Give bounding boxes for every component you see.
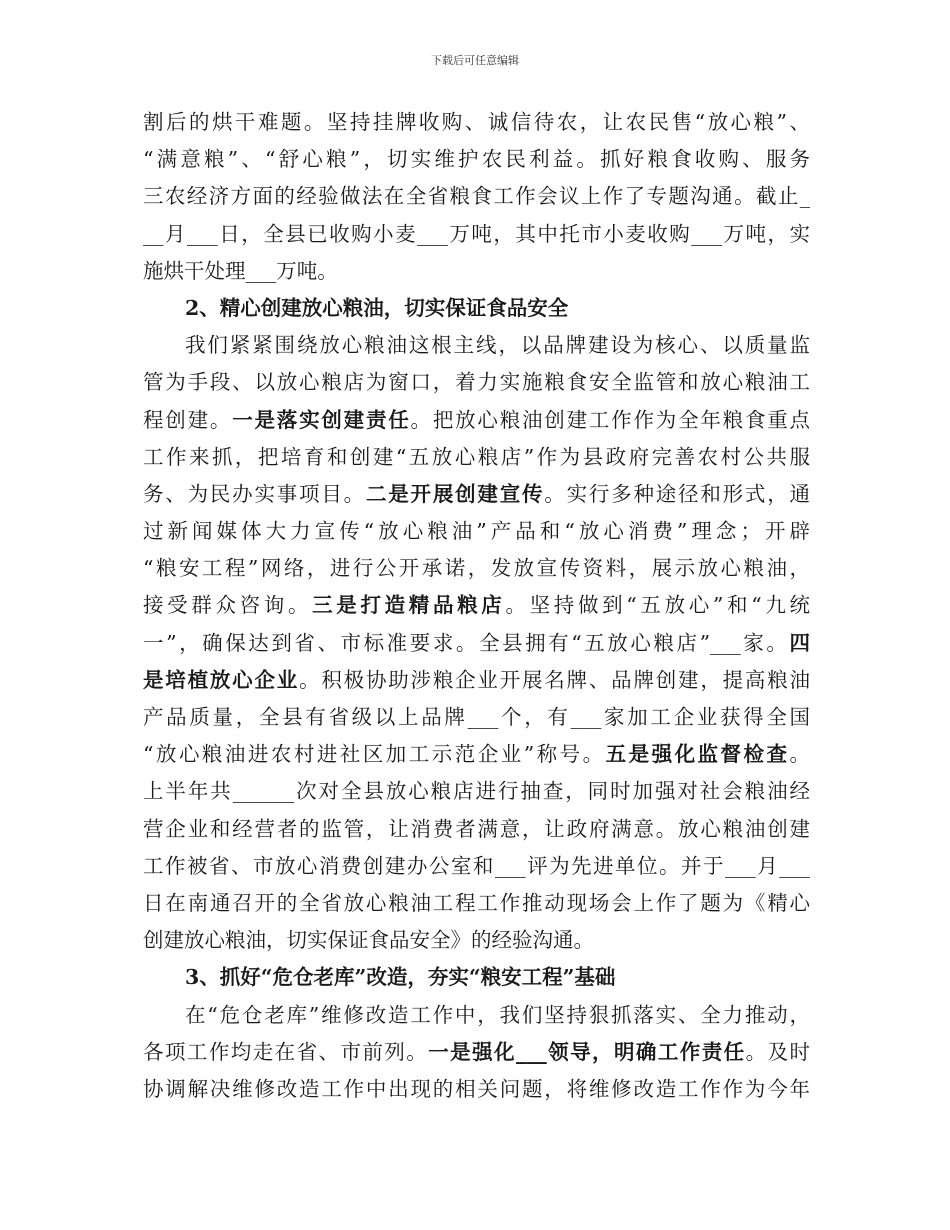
line-11 [143, 476, 810, 513]
line-17 [143, 699, 810, 736]
text-run: __月___日，全县已收购小麦___万吨，其中托市小麦收购___万吨，实 [143, 221, 810, 246]
line-10 [143, 439, 810, 476]
section-heading-3 [143, 959, 810, 996]
line-19 [143, 773, 810, 810]
text-run: “放心粮油进农村进社区加工示范企业”称号。 [143, 742, 606, 767]
text-run: 2、精心创建放心粮油，切实保证食品安全 [185, 295, 569, 320]
line-8 [143, 364, 810, 401]
text-run: 三农经济方面的经验做法在全省粮食工作会议上作了专题沟通。截止_ [143, 184, 810, 209]
bold-text: 一是强化___领导，明确工作责任 [428, 1039, 746, 1064]
line-20 [143, 811, 810, 848]
bold-text: 四 [789, 630, 810, 655]
line-18 [143, 736, 810, 773]
text-run: 过新闻媒体大力宣传“放心粮油”产品和“放心消费”理念；开辟 [143, 519, 810, 544]
text-run: 。实行多种途径和形式，通 [544, 481, 811, 506]
text-run: 上半年共______次对全县放心粮店进行抽查，同时加强对社会粮油经 [143, 779, 810, 804]
line-22 [143, 885, 810, 922]
line-12 [143, 513, 810, 550]
bold-text: 二是开展创建宣传 [365, 481, 545, 506]
line-7 [143, 327, 810, 364]
text-run: 。坚持做到“五放心”和“九统 [505, 593, 811, 618]
line-3 [143, 178, 810, 215]
line-15 [143, 625, 810, 662]
line-25 [143, 997, 810, 1034]
text-run: 管为手段、以放心粮店为窗口，着力实施粮食安全监管和放心粮油工 [143, 370, 810, 395]
text-run: 工作来抓，把培育和创建“五放心粮店”作为县政府完善农村公共服 [143, 444, 810, 469]
text-run: 各项工作均走在省、市前列。 [143, 1039, 429, 1064]
line-26 [143, 1034, 810, 1071]
bold-text: 三是打造精品粮店 [312, 593, 506, 618]
line-2 [143, 141, 810, 178]
text-run: 一”，确保达到省、市标准要求。全县拥有“五放心粮店”___家。 [143, 630, 790, 655]
line-23 [143, 922, 810, 959]
text-run: 产品质量，全县有省级以上品牌___个，有___家加工企业获得全国 [143, 705, 810, 729]
text-run: “满意粮”、“舒心粮”，切实维护农民利益。抓好粮食收购、服务 [143, 147, 810, 172]
text-run: 务、为民办实事项目。 [143, 481, 366, 506]
text-run: 协调解决维修改造工作中出现的相关问题，将维修改造工作作为今年 [143, 1076, 810, 1101]
bold-text: 五是强化监督检查 [605, 742, 790, 767]
text-run: 营企业和经营者的监管，让消费者满意，让政府满意。放心粮油创建 [143, 816, 810, 841]
text-run: 。 [789, 742, 810, 767]
document-body [143, 104, 810, 1108]
text-run: 。积极协助涉粮企业开展名牌、品牌创建，提高粮油 [299, 667, 811, 692]
text-run: 在“危仓老库”维修改造工作中，我们坚持狠抓落实、全力推动， [185, 1002, 810, 1027]
line-1 [143, 104, 810, 141]
text-run: 。把放心粮油创建工作作为全年粮食重点 [410, 407, 811, 432]
page-header: 下载后可任意编辑 [431, 54, 519, 67]
line-14 [143, 587, 810, 624]
line-27 [143, 1071, 810, 1108]
text-run: 施烘干处理___万吨。 [143, 258, 338, 283]
line-5 [143, 253, 810, 290]
line-13 [143, 550, 810, 587]
text-run: 工作被省、市放心消费创建办公室和___评为先进单位。并于___月___ [143, 853, 810, 878]
bold-text: 是培植放心企业 [143, 667, 300, 692]
text-run: “粮安工程”网络，进行公开承诺，发放宣传资料，展示放心粮油， [143, 556, 810, 581]
line-21 [143, 848, 810, 885]
line-16 [143, 662, 810, 699]
text-run: 割后的烘干难题。坚持挂牌收购、诚信待农，让农民售“放心粮”、 [143, 110, 810, 134]
text-run: 接受群众咨询。 [143, 593, 313, 618]
bold-text: 一是落实创建责任 [232, 407, 411, 432]
text-run: 创建放心粮油，切实保证食品安全》的经验沟通。 [143, 928, 594, 953]
text-run: 程创建。 [143, 407, 233, 432]
text-run: 。及时 [745, 1039, 811, 1064]
line-9 [143, 402, 810, 439]
section-heading-2 [143, 290, 810, 327]
text-run: 日在南通召开的全省放心粮油工程工作推动现场会上作了题为《精心 [143, 890, 810, 915]
text-run: 3、抓好“危仓老库”改造，夯实“粮安工程”基础 [185, 965, 616, 990]
text-run: 我们紧紧围绕放心粮油这根主线，以品牌建设为核心、以质量监 [185, 333, 810, 358]
line-4 [143, 216, 810, 253]
